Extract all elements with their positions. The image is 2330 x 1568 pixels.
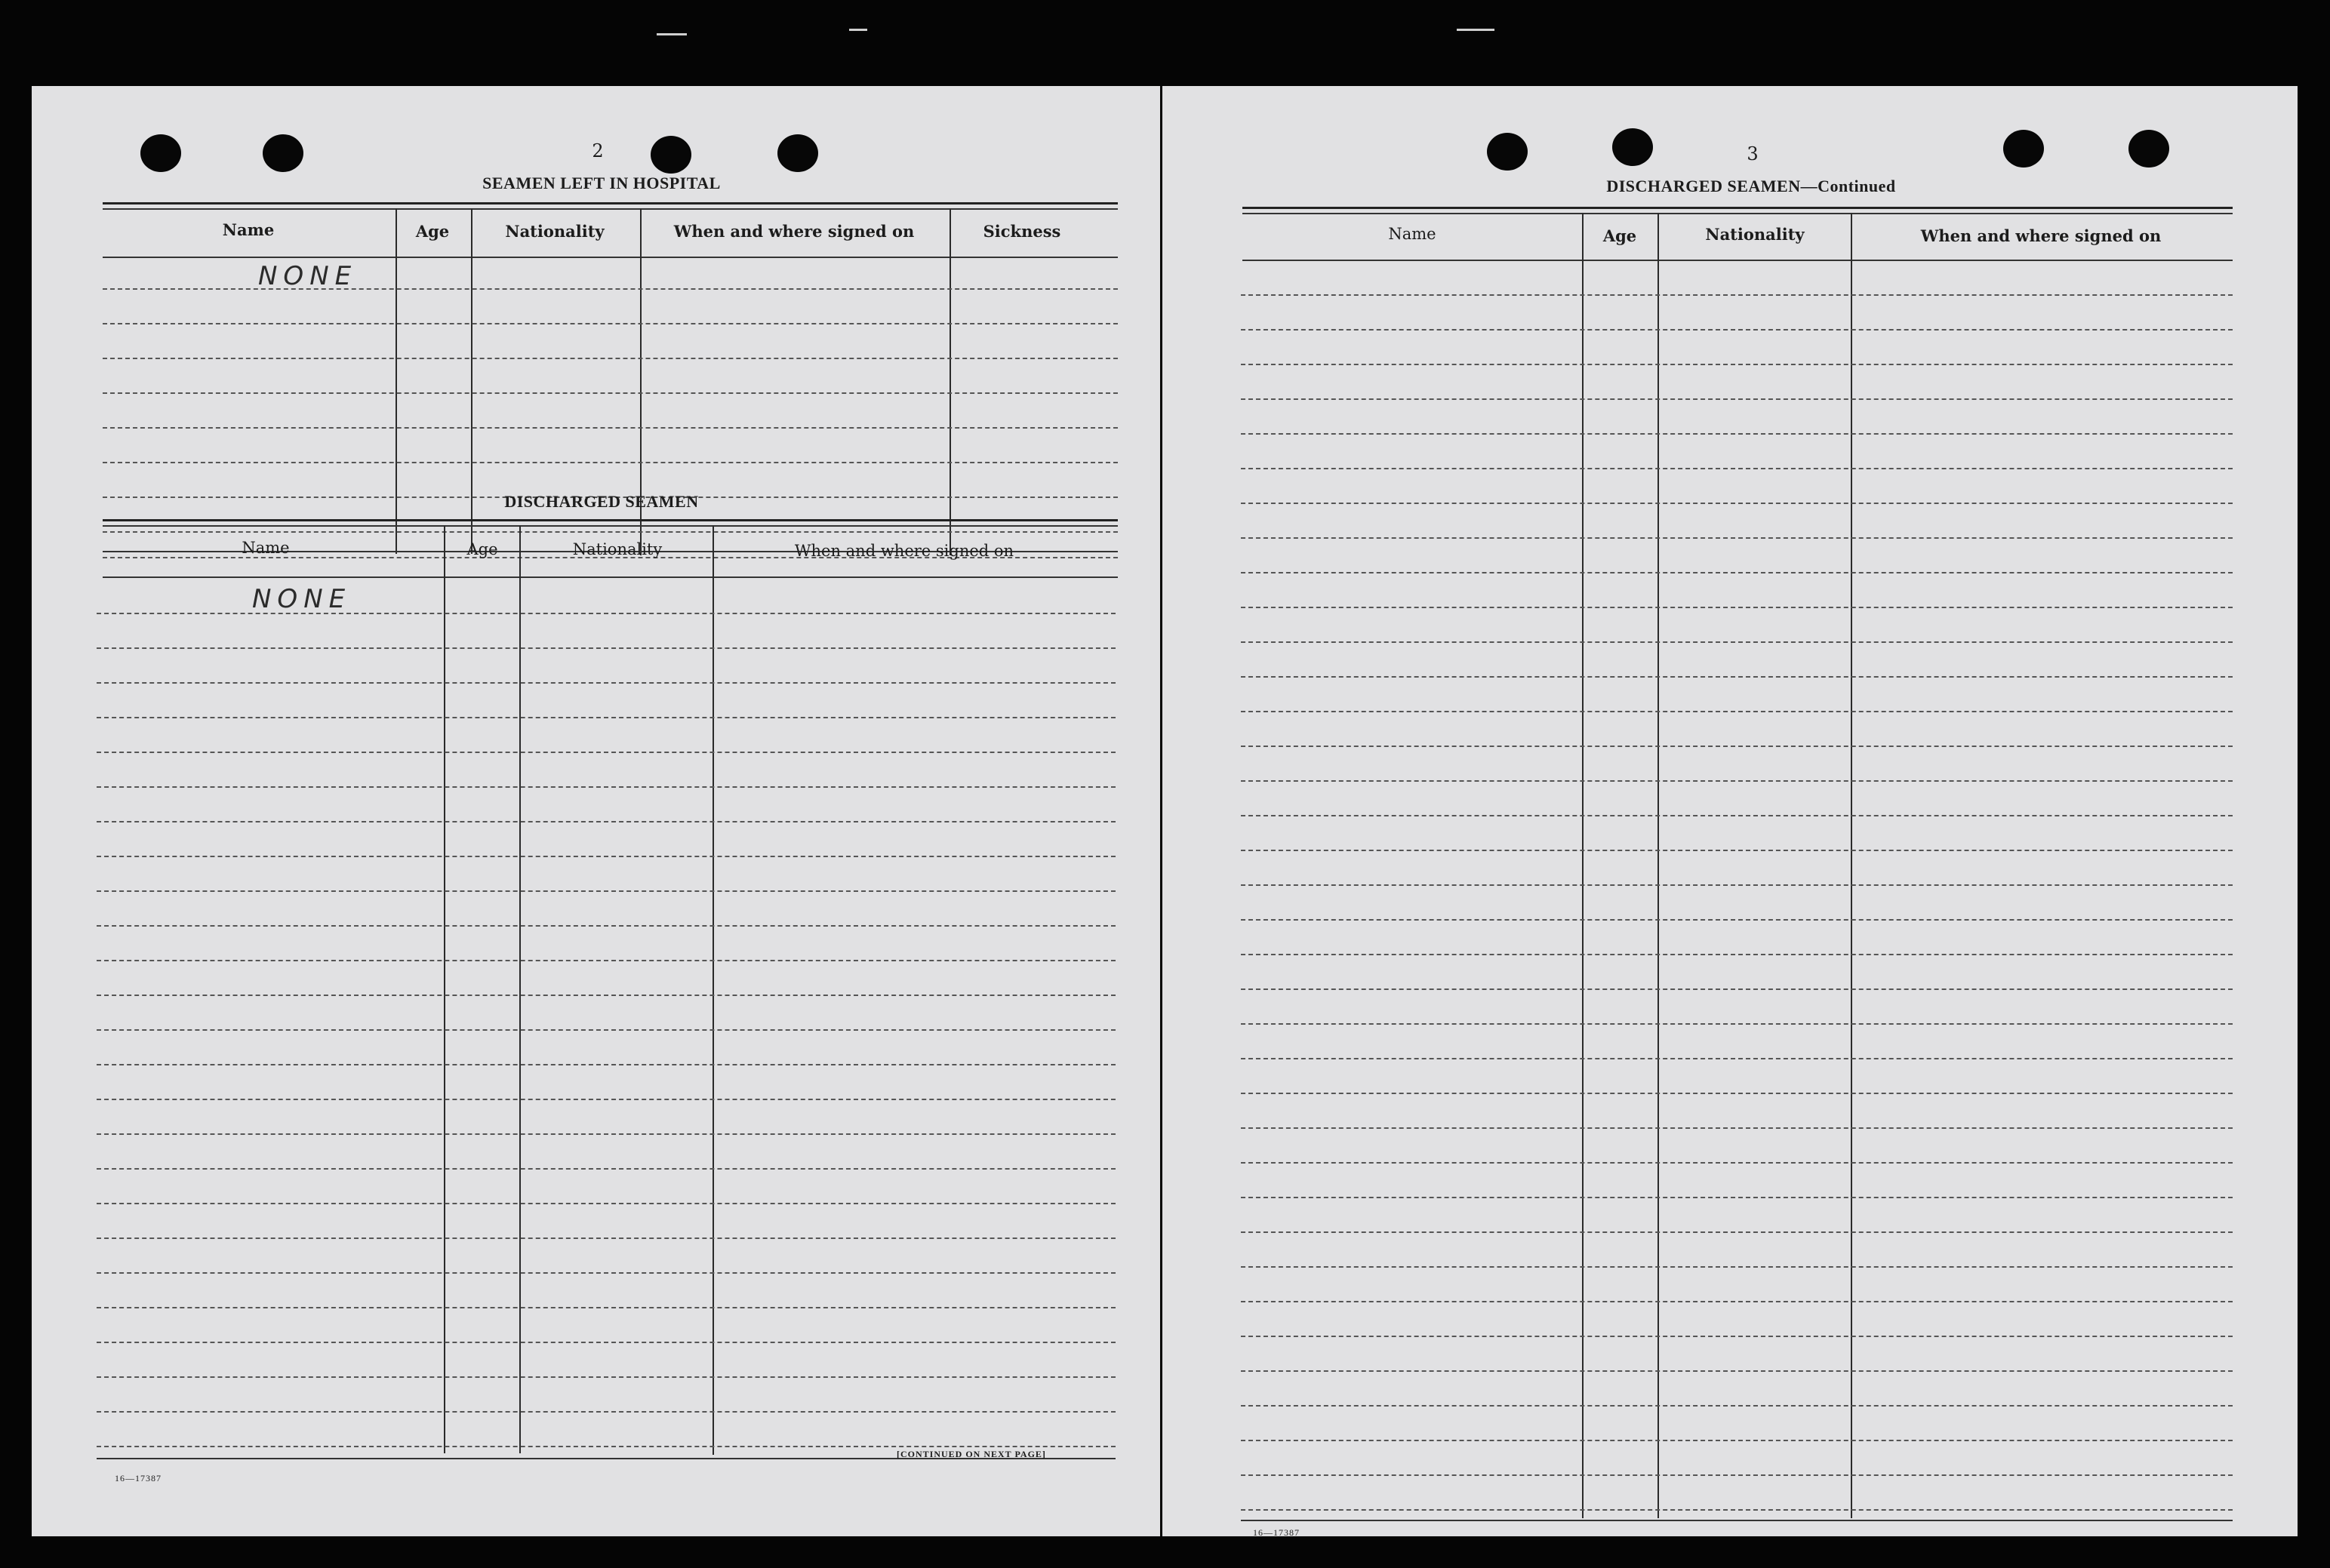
col-header-nationality: Nationality xyxy=(1705,225,1805,244)
col-header-sickness: Sickness xyxy=(983,222,1061,241)
ruled-line xyxy=(97,1342,1116,1343)
ruled-line xyxy=(97,1099,1116,1100)
ruled-line xyxy=(97,995,1116,996)
ruled-line xyxy=(1241,676,2233,678)
scan-artifact xyxy=(1457,29,1494,31)
table-bottom-rule xyxy=(1241,1520,2233,1521)
col-header-age: Age xyxy=(1602,226,1637,245)
ruled-line xyxy=(97,890,1116,892)
ruled-line xyxy=(1241,572,2233,573)
punch-hole xyxy=(651,136,691,174)
ruled-line xyxy=(1241,780,2233,782)
header-rule xyxy=(1242,213,2233,214)
handwritten-entry: NONE xyxy=(252,584,352,614)
col-header-age: Age xyxy=(415,222,450,241)
ruled-line xyxy=(1241,919,2233,921)
column-divider xyxy=(1582,213,1584,1518)
ruled-line xyxy=(1241,1197,2233,1198)
ruled-line xyxy=(103,462,1118,463)
column-header-rule xyxy=(103,257,1118,258)
punch-hole xyxy=(140,134,181,172)
ruled-line xyxy=(97,960,1116,961)
ruled-line xyxy=(103,427,1118,429)
ruled-line xyxy=(1241,1370,2233,1372)
page-number: 2 xyxy=(592,140,604,161)
header-rule xyxy=(103,525,1118,527)
ruled-line xyxy=(97,925,1116,927)
col-header-nationality: Nationality xyxy=(572,540,663,558)
ruled-line xyxy=(1241,294,2233,296)
col-header-nationality: Nationality xyxy=(505,222,605,241)
ruled-line xyxy=(97,1203,1116,1204)
ruled-line xyxy=(1241,1474,2233,1476)
ruled-line xyxy=(1241,1127,2233,1129)
col-header-name: Name xyxy=(222,220,275,239)
ruled-line xyxy=(97,1133,1116,1135)
punch-hole xyxy=(2003,130,2044,168)
ruled-line xyxy=(97,1446,1116,1447)
ruled-line xyxy=(1241,607,2233,608)
header-rule xyxy=(103,519,1118,521)
column-divider xyxy=(713,525,714,1455)
punch-hole xyxy=(263,134,303,172)
continued-note: [CONTINUED ON NEXT PAGE] xyxy=(897,1449,1046,1459)
col-header-signed-on: When and where signed on xyxy=(1920,226,2162,245)
section-title-discharged-continued: DISCHARGED SEAMEN—Continued xyxy=(1606,177,1896,195)
punch-hole xyxy=(1612,128,1653,166)
ruled-line xyxy=(1241,537,2233,539)
ruled-line xyxy=(1241,815,2233,816)
ruled-line xyxy=(1241,1231,2233,1233)
ruled-line xyxy=(103,358,1118,359)
form-number: 16—17387 xyxy=(1253,1527,1300,1538)
col-header-age: Age xyxy=(466,540,498,558)
column-divider xyxy=(444,525,445,1453)
ruled-line xyxy=(97,1376,1116,1378)
ruled-line xyxy=(97,613,1116,614)
handwritten-entry: NONE xyxy=(258,261,358,291)
form-page-left xyxy=(32,86,1160,1536)
ruled-line xyxy=(1241,329,2233,331)
ruled-line xyxy=(1241,433,2233,435)
ruled-line xyxy=(1241,711,2233,712)
section-title-hospital: SEAMEN LEFT IN HOSPITAL xyxy=(482,174,721,192)
ruled-line xyxy=(1241,503,2233,504)
punch-hole xyxy=(1487,133,1528,171)
ruled-line xyxy=(1241,1023,2233,1025)
ruled-line xyxy=(97,821,1116,822)
ruled-line xyxy=(97,647,1116,649)
ruled-line xyxy=(1241,641,2233,643)
header-rule xyxy=(103,202,1118,204)
punch-hole xyxy=(777,134,818,172)
col-header-name: Name xyxy=(1388,225,1436,243)
punch-hole xyxy=(2128,130,2169,168)
ruled-line xyxy=(1241,1509,2233,1511)
ruled-line xyxy=(1241,850,2233,851)
ruled-line xyxy=(103,323,1118,324)
page-number: 3 xyxy=(1747,143,1759,164)
section-title-discharged: DISCHARGED SEAMEN xyxy=(504,492,699,511)
ruled-line xyxy=(97,752,1116,753)
ruled-line xyxy=(1241,1162,2233,1164)
column-divider xyxy=(396,208,397,554)
column-header-rule xyxy=(103,576,1118,578)
ruled-line xyxy=(1241,1093,2233,1094)
form-page-right xyxy=(1162,86,2298,1536)
ruled-line xyxy=(97,1237,1116,1239)
scan-artifact xyxy=(849,29,867,31)
ruled-line xyxy=(97,1272,1116,1274)
ruled-line xyxy=(1241,884,2233,886)
ruled-line xyxy=(97,682,1116,684)
ruled-line xyxy=(1241,1440,2233,1441)
ruled-line xyxy=(1241,954,2233,955)
column-divider xyxy=(1851,213,1852,1518)
ruled-line xyxy=(1241,988,2233,990)
ruled-line xyxy=(97,1029,1116,1031)
ruled-line xyxy=(1241,746,2233,747)
column-divider xyxy=(519,525,521,1453)
header-rule xyxy=(1242,207,2233,209)
ruled-line xyxy=(103,288,1118,290)
ruled-line xyxy=(1241,1405,2233,1407)
ruled-line xyxy=(97,856,1116,857)
ruled-line xyxy=(1241,398,2233,400)
ruled-line xyxy=(97,1307,1116,1308)
ruled-line xyxy=(103,531,1118,533)
ruled-line xyxy=(1241,1058,2233,1059)
header-rule xyxy=(103,208,1118,210)
column-divider xyxy=(1657,213,1659,1518)
ruled-line xyxy=(97,1064,1116,1065)
ruled-line xyxy=(1241,1301,2233,1302)
ruled-line xyxy=(1241,1336,2233,1337)
col-header-name: Name xyxy=(242,539,290,557)
column-divider xyxy=(950,208,951,555)
col-header-signed-on: When and where signed on xyxy=(673,222,915,241)
ruled-line xyxy=(97,717,1116,718)
form-number: 16—17387 xyxy=(115,1473,162,1483)
ruled-line xyxy=(97,1411,1116,1413)
column-header-rule xyxy=(1242,260,2233,261)
ruled-line xyxy=(97,786,1116,788)
ruled-line xyxy=(1241,468,2233,469)
ruled-line xyxy=(1241,364,2233,365)
ruled-line xyxy=(103,392,1118,394)
col-header-signed-on: When and where signed on xyxy=(794,542,1014,560)
ruled-line xyxy=(1241,1266,2233,1268)
scan-artifact xyxy=(657,33,687,35)
ruled-line xyxy=(97,1168,1116,1170)
